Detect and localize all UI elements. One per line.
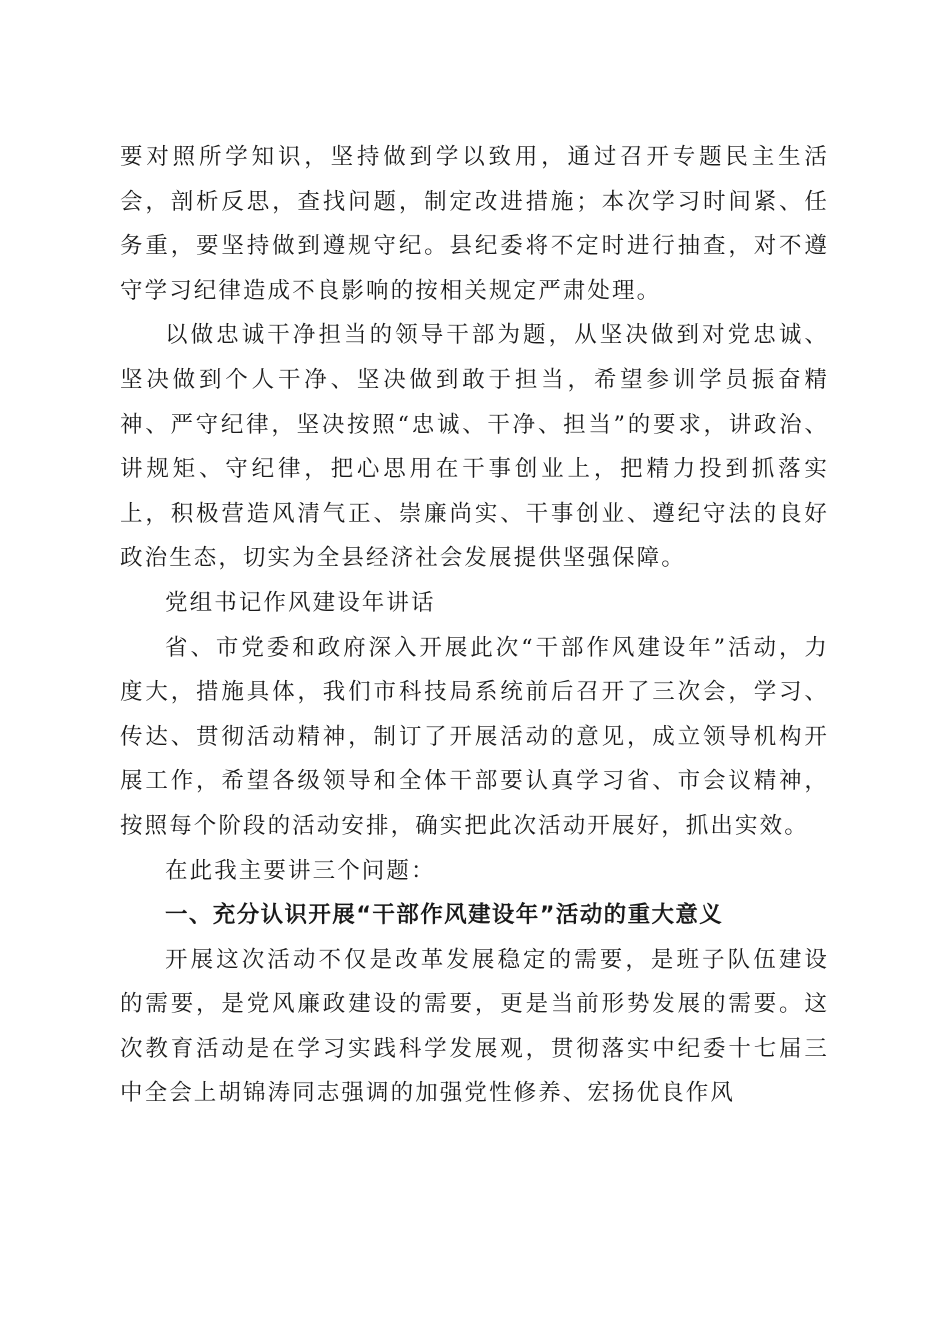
paragraph-three-issues: 在此我主要讲三个问题： — [165, 857, 436, 884]
section-heading-1: 一、充分认识开展“干部作风建设年”活动的重大意义 — [165, 902, 724, 929]
paragraph-continuation: 要对照所学知识，坚持做到学以致用，通过召开专题民主生活会，剖析反思，查找问题，制定改进措施；本次学习时间紧、任务重，要坚持做到遵规守纪。县纪委将不定时进行抽查，对不遵守学习纪律造成不良影响的按相关规定严肃处理。 — [120, 144, 829, 304]
paragraph-loyal-cadres: 以做忠诚干净担当的领导干部为题，从坚决做到对党忠诚、坚决做到个人干净、坚决做到敢于担当，希望参训学员振奋精神、严守纪律，坚决按照“忠诚、干净、担当”的要求，讲政治、讲规矩、守纪律，把心思用在干事创业上，把精力投到抓落实上，积极营造风清气正、崇廉尚实、干事创业、遵纪守法的良好政治生态，切实为全县经济社会发展提供坚强保障。 — [120, 322, 829, 572]
paragraph-speech-title: 党组书记作风建设年讲话 — [165, 589, 436, 616]
paragraph-significance: 开展这次活动不仅是改革发展稳定的需要，是班子队伍建设的需要，是党风廉政建设的需要，更是当前形势发展的需要。这次教育活动是在学习实践科学发展观，贯彻落实中纪委十七届三中全会上胡锦涛同志强调的加强党性修养、宏扬优良作风 — [120, 946, 829, 1107]
document-page — [120, 135, 829, 1116]
paragraph-activity-overview: 省、市党委和政府深入开展此次“干部作风建设年”活动，力度大，措施具体，我们市科技局系统前后召开了三次会，学习、传达、贯彻活动精神，制订了开展活动的意见，成立领导机构开展工作，希望各级领导和全体干部要认真学习省、市会议精神，按照每个阶段的活动安排，确实把此次活动开展好，抓出实效。 — [120, 634, 829, 839]
